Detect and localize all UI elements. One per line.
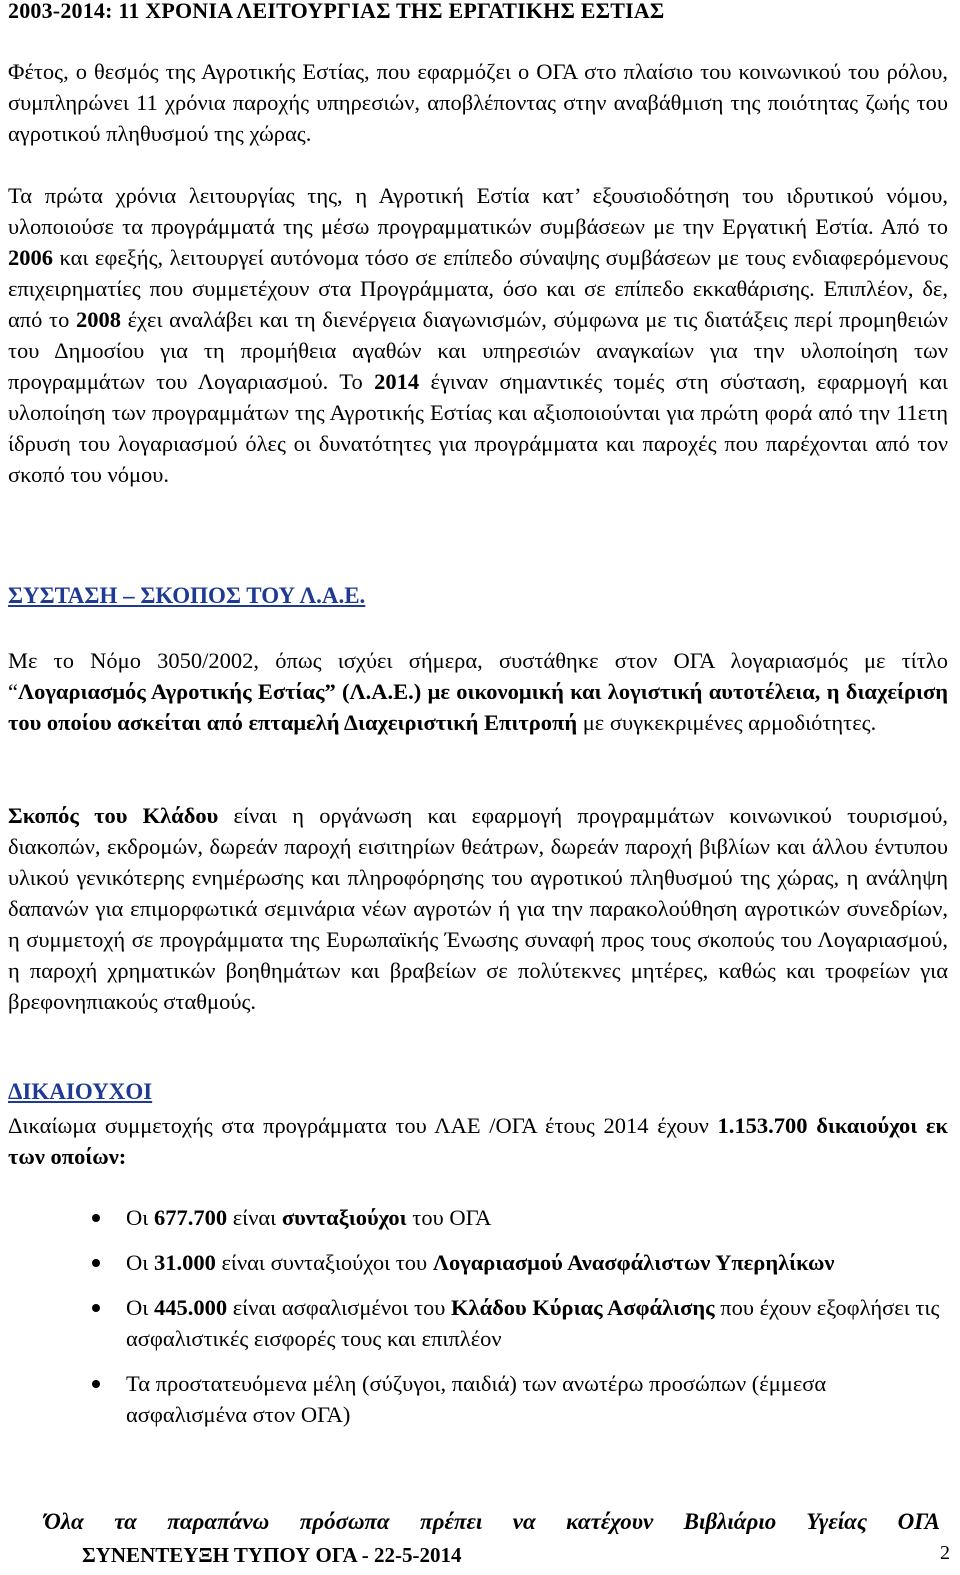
list-item: Οι 445.000 είναι ασφαλισμένοι του Κλάδου Κύριας Ασφάλισης που έχουν εξοφλήσει τις ασφαλιστικές εισφορές τους και επιπλέον bbox=[8, 1292, 948, 1354]
beneficiaries-total: 1.153.700 δικαιούχοι εκ των οποίων: bbox=[8, 1113, 948, 1169]
bullet-icon bbox=[92, 1380, 100, 1388]
history-paragraph bbox=[8, 180, 948, 490]
history-year-2006: 2006 bbox=[8, 245, 53, 270]
section-heading-establishment: ΣΥΣΤΑΣΗ – ΣΚΟΠΟΣ ΤΟΥ Λ.Α.Ε. bbox=[8, 583, 366, 608]
beneficiaries-paragraph bbox=[8, 1110, 948, 1172]
history-text-3: έχει αναλάβει και τη διενέργεια διαγωνισμών, σύμφωνα με τις διατάξεις περί προμηθειών του Δημοσίου για τη προμήθεια αγαθών και υπηρεσιών αναγκαίων για την υλοποίηση των προγραμμάτων του Λογαριασμού. Το bbox=[8, 307, 948, 394]
list-item: Τα προστατευόμενα μέλη (σύζυγοι, παιδιά) των ανωτέρω προσώπων (έμμεσα ασφαλισμένα στον ΟΓΑ) bbox=[8, 1368, 948, 1430]
list-item: Οι 677.700 είναι συνταξιούχοι του ΟΓΑ bbox=[8, 1202, 948, 1233]
purpose-text: είναι η οργάνωση και εφαρμογή προγραμμάτων κοινωνικού τουρισμού, διακοπών, εκδρομών, δωρεάν παροχή εισιτηρίων θεάτρων, δωρεάν παροχή βιβλίων και άλλου έντυπου υλικού γενικότερης ενημέρωσης και πληροφόρησης του αγροτικού πληθυσμού της χώρας, η ανάληψη δαπανών για επιμορφωτικά σεμινάρια νέων αγροτών ή για την παρακολούθηση αγροτικών συνεδρίων, η συμμετοχή σε προγράμματα της Ευρωπαϊκής Ένωσης συναφή προς τους σκοπούς του Λογαριασμού, η παροχή χρηματικών βοηθημάτων και βραβείων σε πολύτεκνες μητέρες, καθώς και τροφείων για βρεφονηπιακούς σταθμούς. bbox=[8, 803, 948, 1014]
beneficiaries-text: Δικαίωμα συμμετοχής στα προγράμματα του ΛΑΕ /ΟΓΑ έτους 2014 έχουν bbox=[8, 1113, 718, 1138]
purpose-bold-text: Σκοπός του Κλάδου bbox=[8, 803, 219, 828]
section-heading-beneficiaries: ΔΙΚΑΙΟΥΧΟΙ bbox=[8, 1079, 153, 1104]
establishment-text-2: με συγκεκριμένες αρμοδιότητες. bbox=[577, 710, 877, 735]
establishment-bold-text: Λογαριασμός Αγροτικής Εστίας” (Λ.Α.Ε.) με οικονομική και λογιστική αυτοτέλεια, η διαχείριση του οποίου ασκείται από επταμελή Διαχειριστική Επιτροπή bbox=[8, 679, 948, 735]
purpose-paragraph bbox=[8, 800, 948, 1017]
history-text-4: έγιναν σημαντικές τομές στη σύσταση, εφαρμογή και υλοποίηση των προγραμμάτων της Αγροτικής Εστίας και αξιοποιούνται για πρώτη φορά από την 11ετη ίδρυση του λογαριασμού όλες οι δυνατότητες για προγράμματα και παροχές που παρέχονται από τον σκοπό του νόμου. bbox=[8, 369, 948, 487]
footer-note: Όλα τα παραπάνω πρόσωπα πρέπει να κατέχουν Βιβλιάριο Υγείας ΟΓΑ bbox=[44, 1509, 940, 1534]
bullet-icon bbox=[92, 1304, 100, 1312]
bullet-icon bbox=[92, 1259, 100, 1267]
history-text-2: και εφεξής, λειτουργεί αυτόνομα τόσο σε επίπεδο σύναψης συμβάσεων με τους ενδιαφερόμενους επιχειρηματίες που συμμετέχουν στα Προγράμματα, όσο και σε επίπεδο εκκαθάρισης. Επιπλέον, δε, από το bbox=[8, 245, 948, 332]
history-year-2008: 2008 bbox=[75, 307, 121, 332]
page-number: 2 bbox=[940, 1542, 950, 1564]
history-text-1: Τα πρώτα χρόνια λειτουργίας της, η Αγροτική Εστία κατ’ εξουσιοδότηση του ιδρυτικού νόμου, υλοποιούσε τα προγράμματά της μέσω προγραμματικών συμβάσεων με την Εργατική Εστία. Από το bbox=[8, 183, 948, 239]
bullet-icon bbox=[92, 1214, 100, 1222]
establishment-paragraph bbox=[8, 645, 948, 738]
establishment-text-1: Με το Νόμο 3050/2002, όπως ισχύει σήμερα, συστάθηκε στον ΟΓΑ λογαριασμός με τίτλο “ bbox=[8, 648, 948, 704]
history-year-2014: 2014 bbox=[374, 369, 420, 394]
beneficiaries-list bbox=[8, 1202, 948, 1430]
intro-paragraph: Φέτος, ο θεσμός της Αγροτικής Εστίας, που εφαρμόζει ο ΟΓΑ στο πλαίσιο του κοινωνικού του ρόλου, συμπληρώνει 11 χρόνια παροχής υπηρεσιών, αποβλέποντας στην αναβάθμιση της ποιότητας ζωής του αγροτικού πληθυσμού της χώρας. bbox=[8, 59, 948, 146]
footer-press-line: ΣΥΝΕΝΤΕΥΞΗ ΤΥΠΟΥ ΟΓΑ - 22-5-2014 bbox=[82, 1543, 462, 1567]
document-title: 2003-2014: 11 ΧΡΟΝΙΑ ΛΕΙΤΟΥΡΓΙΑΣ ΤΗΣ ΕΡΓΑΤΙΚΗΣ ΕΣΤΙΑΣ bbox=[8, 0, 665, 23]
list-item: Οι 31.000 είναι συνταξιούχοι του Λογαριασμού Ανασφάλιστων Υπερηλίκων bbox=[8, 1247, 948, 1278]
